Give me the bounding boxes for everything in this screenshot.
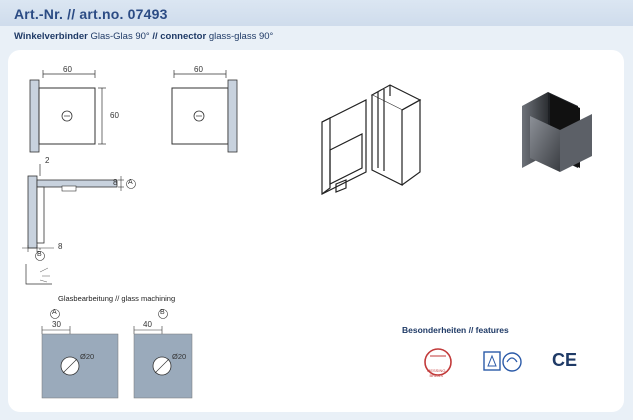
front-view-left — [30, 70, 106, 152]
panel-b-marker: B — [160, 309, 165, 316]
panel-b-hole: Ø20 — [172, 352, 187, 361]
panel-b-dim: 40 — [143, 320, 152, 329]
panel-a-dim: 30 — [52, 320, 61, 329]
gs-certification-icon — [484, 352, 521, 371]
dim-gap-right: 8 — [113, 178, 118, 187]
ce-mark: CE — [552, 350, 578, 370]
panel-a-marker: A — [52, 309, 57, 316]
dim-height-left: 60 — [110, 111, 119, 120]
dim-width-right: 60 — [194, 65, 203, 74]
subtitle-name-en-bold: connector — [157, 31, 207, 42]
brass-badge-label: MESSING BRASS — [427, 368, 446, 378]
dim-bottom: 8 — [58, 242, 63, 251]
glass-machining-title: Glasbearbeitung // glass machining — [58, 294, 176, 303]
isometric-line-drawing — [322, 85, 420, 194]
marker-a: A — [128, 179, 133, 186]
front-view-right — [172, 70, 237, 152]
section-view — [22, 164, 136, 284]
product-photo — [522, 92, 592, 172]
subtitle-separator: // — [152, 31, 158, 42]
features-title: Besonderheiten // features — [402, 325, 509, 335]
article-number-title: Art.-Nr. // art.no. 07493 — [14, 6, 168, 22]
dim-width-left: 60 — [63, 65, 72, 74]
panel-a-hole: Ø20 — [80, 352, 95, 361]
subtitle-name-de-bold: Winkelverbinder — [14, 31, 88, 42]
dim-gap-top: 2 — [45, 156, 50, 165]
subtitle-name-en-rest: glass-glass 90° — [206, 31, 274, 42]
subtitle-name-de-rest: Glas-Glas 90° — [87, 31, 153, 42]
marker-b: B — [37, 251, 42, 258]
